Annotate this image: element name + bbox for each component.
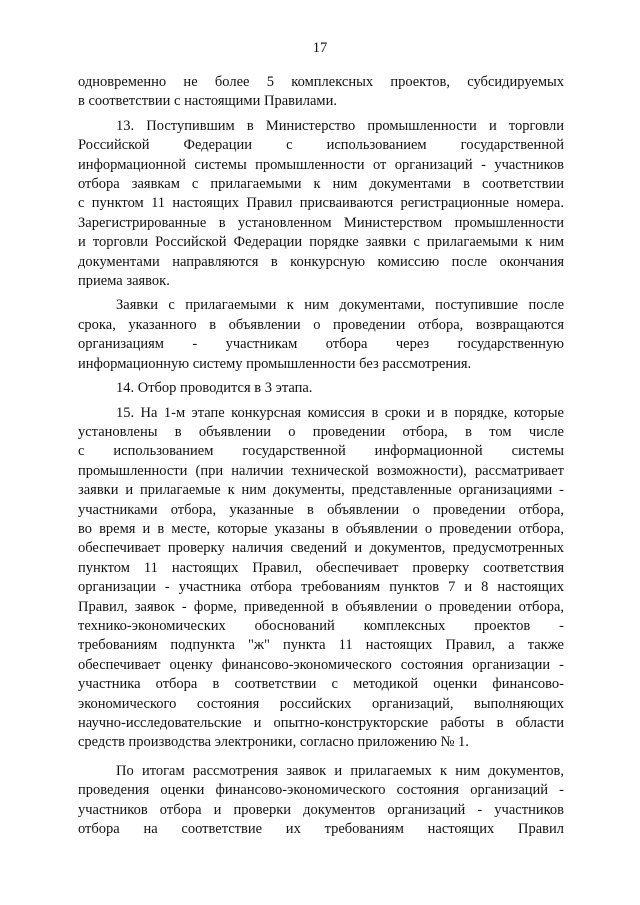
text-line: информационную систему промышленности без рассмотрения.: [78, 355, 472, 372]
document-body: [78, 73, 564, 839]
text-line: с пунктом 11 настоящих Правил присваиваются регистрационные номера.: [78, 195, 564, 212]
text-line: с использованием государственной информационной системы: [78, 443, 564, 460]
text-line: участника отбора в соответствии с методикой оценки финансово-: [78, 676, 564, 693]
text-line: заявки и прилагаемые к ним документы, представленные организациями -: [78, 482, 564, 499]
text-line: отбора заявкам с прилагаемыми к ним документами в соответствии: [78, 176, 564, 193]
text-line: информационной системы промышленности от организаций - участников: [78, 156, 564, 173]
text-line: 15. На 1-м этапе конкурсная комиссия в сроки и в порядке, которые: [116, 404, 564, 421]
text-line: обеспечивает проверку наличия сведений и документов, предусмотренных: [78, 540, 564, 557]
text-line: проведения оценки финансово-экономического состояния организаций -: [78, 782, 564, 799]
text-line: требованиям подпункта "ж" пункта 11 настоящих Правил, а также: [78, 637, 564, 654]
text-line: участников отбора и проверки документов организаций - участников: [78, 801, 564, 818]
text-line: срока, указанного в объявлении о проведении отбора, возвращаются: [78, 316, 564, 333]
text-line: в соответствии с настоящими Правилами.: [78, 93, 337, 110]
text-line: промышленности (при наличии технической возможности), рассматривает: [78, 462, 564, 479]
text-line: во время и в месте, которые указаны в объявлении о проведении отбора,: [78, 520, 564, 537]
text-line: По итогам рассмотрения заявок и прилагаемых к ним документов,: [116, 762, 564, 779]
text-line: организациям - участникам отбора через государственную: [78, 336, 564, 353]
text-line: Российской Федерации с использованием государственной: [78, 137, 564, 154]
text-line: Заявки с прилагаемыми к ним документами, поступившие после: [116, 297, 564, 314]
text-line: пунктом 11 настоящих Правил, обеспечивает проверку соответствия: [78, 559, 564, 576]
text-line: технико-экономических обоснований комплексных проектов -: [78, 617, 564, 634]
text-line: одновременно не более 5 комплексных проектов, субсидируемых: [78, 74, 564, 90]
text-line: Правил, заявок - форме, приведенной в объявлении о проведении отбора,: [78, 598, 564, 615]
text-line: научно-исследовательские и опытно-конструкторские работы в области: [78, 715, 564, 731]
text-line: участниками отбора, указанные в объявлении о проведении отбора,: [78, 501, 564, 518]
text-line: отбора на соответствие их требованиям настоящих Правил: [78, 821, 564, 838]
text-line: экономического состояния российских организаций, выполняющих: [78, 695, 564, 712]
text-line: установлены в объявлении о проведении отбора, в том числе: [78, 423, 564, 440]
page-number: 17: [312, 40, 328, 56]
text-line: приема заявок.: [78, 273, 170, 290]
text-line: и торговли Российской Федерации порядке заявки с прилагаемыми к ним: [78, 234, 564, 251]
text-line: средств производства электроники, согласно приложению № 1.: [78, 734, 469, 751]
text-line: документами направляются в конкурсную комиссию после окончания: [78, 253, 564, 270]
text-line: организации - участника отбора требованиям пунктов 7 и 8 настоящих: [78, 579, 564, 596]
text-line: 13. Поступившим в Министерство промышленности и торговли: [116, 117, 564, 134]
text-line: 14. Отбор проводится в 3 этапа.: [116, 380, 313, 397]
text-line: Зарегистрированные в установленном Министерством промышленности: [78, 214, 564, 231]
text-line: обеспечивает оценку финансово-экономического состояния организации -: [78, 656, 564, 673]
